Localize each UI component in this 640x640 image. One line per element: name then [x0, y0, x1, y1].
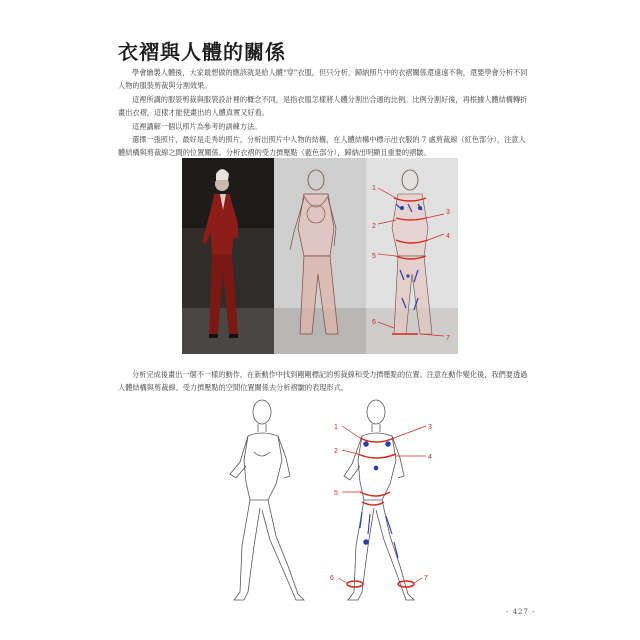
top-label-5: 5: [372, 253, 376, 260]
bottom-label-4: 4: [428, 454, 432, 461]
bottom-label-7: 7: [424, 575, 428, 582]
plain-pose-drawing: [230, 400, 304, 600]
page-number: - 427 -: [506, 608, 536, 616]
paragraph-intro: 學會繪製人體後，大家最想做的應該就是給人體“穿”衣服，但只分析、歸納照片中的衣褶關係還遠遠不夠，還要學會分析不同人物的服裝剪裁與分割效果。: [118, 68, 528, 90]
bottom-label-6: 6: [330, 575, 334, 582]
annotated-panel: [366, 158, 458, 354]
annotated-pose-drawing: [330, 400, 432, 600]
top-label-7: 7: [446, 335, 450, 342]
top-label-1: 1: [372, 185, 376, 192]
bottom-label-5: 5: [334, 490, 338, 497]
paragraph-concept: 這裡所講的服裝剪裁與服裝設計裡的概念不同，是指衣服怎樣將人體分割出合適的比例。比例分割好後，再根據人體結構轉折畫出衣褶，這樣才能使畫出的人體真實又好看。: [118, 95, 528, 117]
structure-overlay-panel: [274, 158, 366, 354]
page-title: 衣褶與人體的關係: [118, 40, 286, 64]
bottom-label-3: 3: [428, 424, 432, 431]
paragraph-steps: 選擇一張照片，最好是走秀的照片，分析出照片中人物的結構，在人體結構中標示出衣服的 7 處剪裁線（紅色部分），注意人體結構與剪裁線之間的位置關係。分析衣褶的受力擠壓點（藍色部分），歸納出明顯且重要的褶皺。: [118, 135, 526, 157]
paragraph-new-pose: 分析完成後畫出一個不一樣的動作，在新動作中找到剛剛標記的剪裁線和受力擠壓點的位置。注意在動作變化後，我們要透過人體結構與剪裁線、受力擠壓點的空間位置關係去分析褶皺的表現形式。: [118, 370, 528, 392]
bottom-label-1: 1: [334, 424, 338, 431]
runway-photo: [182, 158, 274, 354]
top-label-3: 3: [446, 209, 450, 216]
top-label-4: 4: [446, 233, 450, 240]
top-label-2: 2: [372, 223, 376, 230]
paragraph-method: 這裡講解一個以照片為參考的訓練方法。: [132, 122, 262, 131]
top-label-6: 6: [372, 319, 376, 326]
pose-drawing-figure: [200, 396, 460, 606]
runway-analysis-figure: [182, 158, 458, 354]
bottom-label-2: 2: [334, 448, 338, 455]
